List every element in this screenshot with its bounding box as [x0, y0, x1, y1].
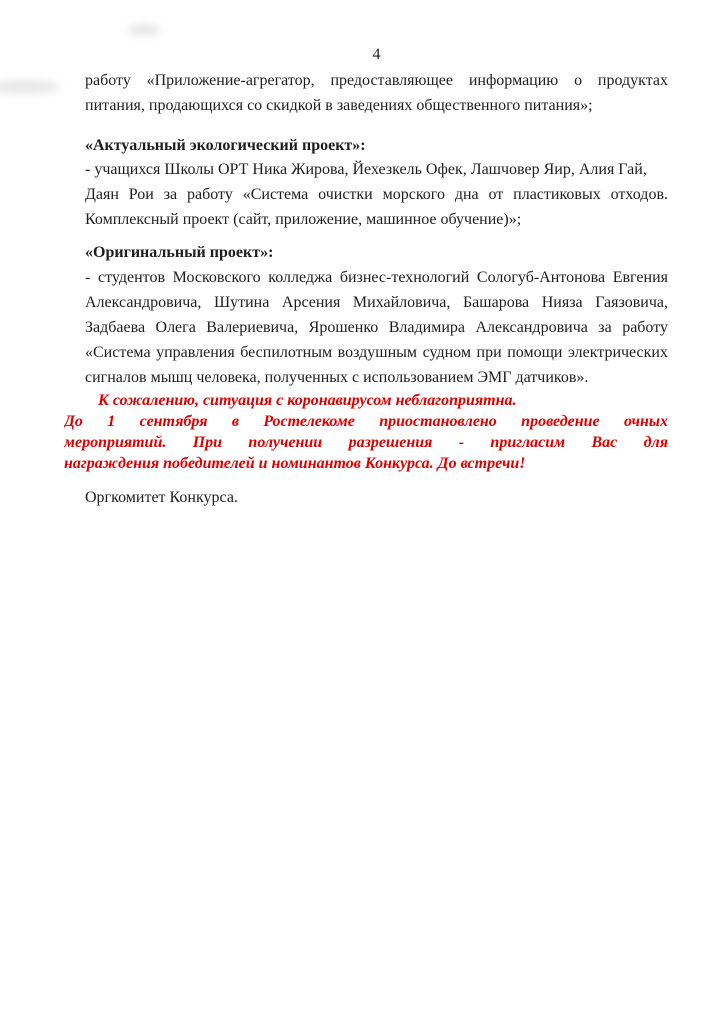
text-line: Задбаева Олега Валериевича, Ярошенко Владимира Александровича за работу	[85, 319, 668, 336]
text-line: питания, продающихся со скидкой в заведениях общественного питания»;	[85, 97, 593, 114]
text-line: Александровича, Шутина Арсения Михайловича, Башарова Нияза Гаязовича,	[85, 294, 668, 311]
notice-line: мероприятий. При получении разрешения - пригласим Вас для	[64, 434, 668, 451]
paragraph-original-winners	[85, 265, 668, 390]
page-content	[0, 0, 724, 510]
text-line: - учащихся Школы ОРТ Ника Жирова, Йехезкель Офек, Лашчовер Яир, Алия Гай,	[85, 161, 647, 178]
notice-line: награждения победителей и номинантов Конкурса. До встречи!	[64, 455, 526, 472]
text-line: работу «Приложение-агрегатор, предоставляющее информацию о продуктах	[85, 72, 668, 89]
text-line: сигналов мышц человека, полученных с использованием ЭМГ датчиков».	[85, 369, 589, 386]
covid-notice	[64, 390, 668, 474]
notice-line: До 1 сентября в Ростелекоме приостановлено проведение очных	[64, 413, 668, 430]
notice-line: К сожалению, ситуация с коронавирусом неблагоприятна.	[98, 392, 517, 409]
text-line: - студентов Московского колледжа бизнес-технологий Сологуб-Антонова Евгения	[85, 269, 668, 286]
section-heading-ecology-project: «Актуальный экологический проект»:	[85, 137, 366, 154]
text-line: Комплексный проект (сайт, приложение, машинное обучение)»;	[85, 211, 522, 228]
text-line: Даян Рои за работу «Система очистки морского дна от пластиковых отходов.	[85, 186, 668, 203]
paragraph-app-aggregator	[85, 68, 668, 118]
text-line: «Система управления беспилотным воздушным судном при помощи электрических	[85, 344, 668, 361]
paragraph-ecology-winners	[85, 157, 668, 232]
page-number: 4	[372, 46, 381, 63]
section-heading-original-project: «Оригинальный проект»:	[85, 244, 274, 261]
signature-line: Оргкомитет Конкурса.	[85, 489, 238, 506]
